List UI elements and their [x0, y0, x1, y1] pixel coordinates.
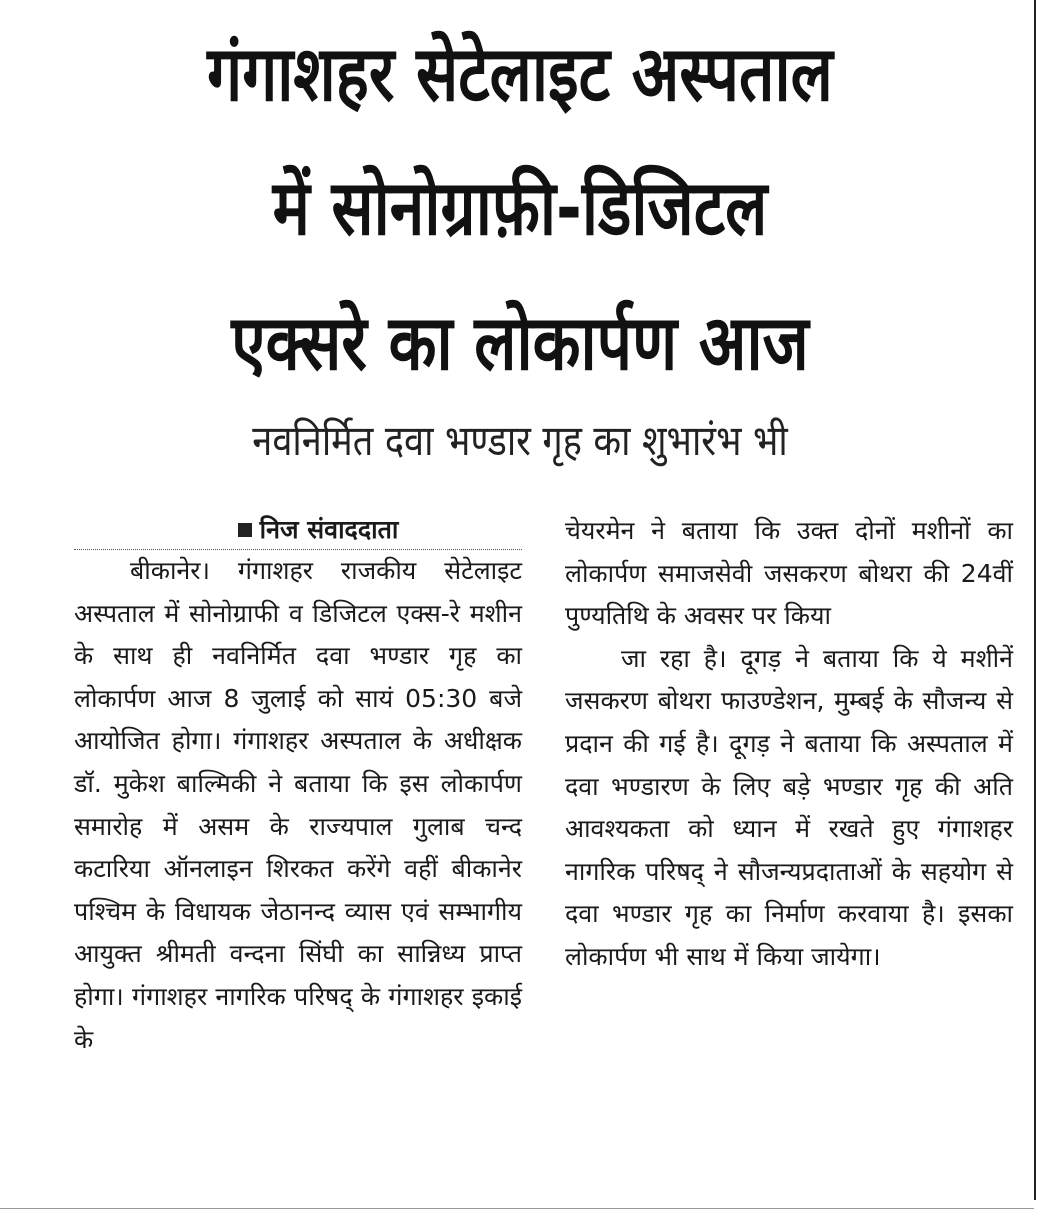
article-paragraph: चेयरमेन ने बताया कि उक्त दोनों मशीनों का लोकार्पण समाजसेवी जसकरण बोथरा की 24वीं पुण्यतिथि के अवसर पर किया [565, 516, 1013, 631]
subheadline: नवनिर्मित दवा भण्डार गृह का शुभारंभ भी [252, 416, 788, 465]
byline [74, 510, 522, 550]
article-column-left [74, 510, 522, 1061]
article-column-right [565, 510, 1013, 979]
square-bullet-icon [238, 523, 252, 537]
headline-line-2: में सोनोग्राफ़ी-डिजिटल [272, 163, 768, 252]
headline-line-3: एक्सरे का लोकार्पण आज [231, 298, 809, 387]
article-paragraph: बीकानेर। गंगाशहर राजकीय सेटेलाइट अस्पताल में सोनोग्राफी व डिजिटल एक्स-रे मशीन के साथ ही नवनिर्मित दवा भण्डार गृह का लोकार्पण आज 8 जुलाई को सायं 05:30 बजे आयोजित होगा। गंगाशहर अस्पताल के अधीक्षक डॉ. मुकेश बाल्मिकी ने बताया कि इस लोकार्पण समारोह में असम के राज्यपाल गुलाब चन्द कटारिया ऑनलाइन शिरकत करेंगे वहीं बीकानेर पश्चिम के विधायक जेठानन्द व्यास एवं सम्भागीय आयुक्त श्रीमती वन्दना सिंघी का सान्निध्य प्राप्त होगा। गंगाशहर नागरिक परिषद् के गंगाशहर इकाई के [74, 556, 522, 1054]
bottom-rule [0, 1208, 1034, 1209]
column-rule-right [1034, 0, 1036, 1200]
headline-line-1: गंगाशहर सेटेलाइट अस्पताल [207, 29, 833, 118]
article-paragraph: जा रहा है। दूगड़ ने बताया कि ये मशीनें जसकरण बोथरा फाउण्डेशन, मुम्बई के सौजन्य से प्रदान की गई है। दूगड़ ने बताया कि अस्पताल में दवा भण्डारण के लिए बड़े भण्डार गृह की अति आवश्यकता को ध्यान में रखते हुए गंगाशहर नागरिक परिषद् ने सौजन्यप्रदाताओं के सहयोग से दवा भण्डार गृह का निर्माण करवाया है। इसका लोकार्पण भी साथ में किया जायेगा। [565, 643, 1013, 971]
byline-text: निज संवाददाता [259, 515, 399, 544]
